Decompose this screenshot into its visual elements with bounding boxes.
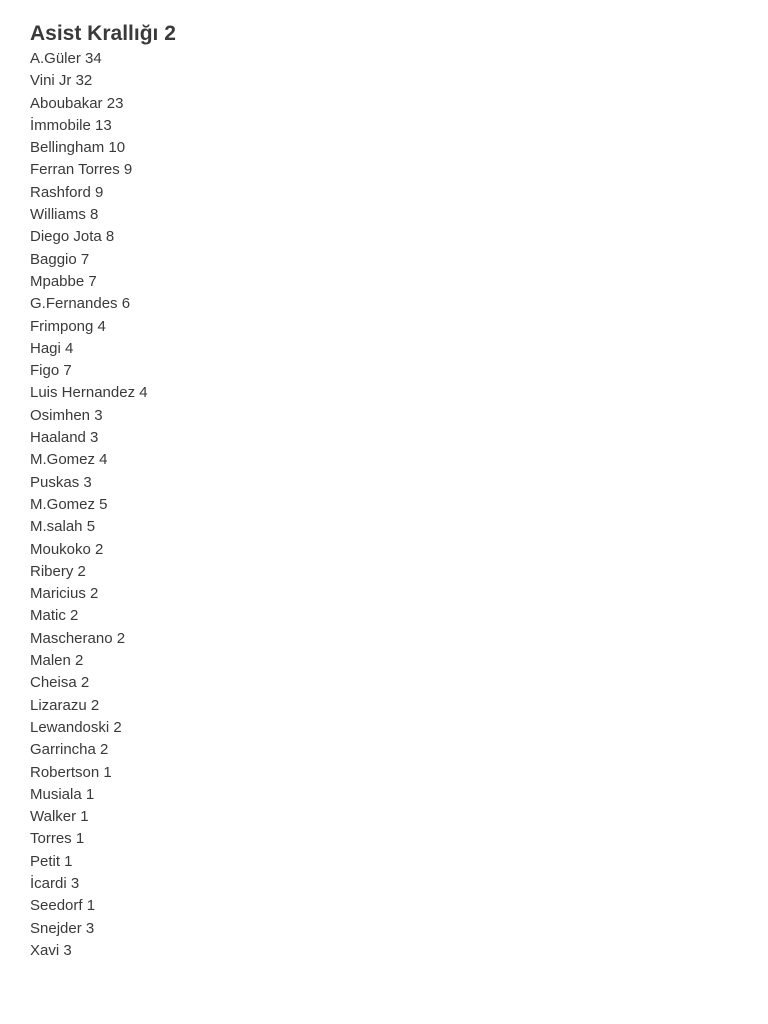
list-item[interactable]: Vini Jr 32 [30, 72, 93, 90]
list-item[interactable]: Ribery 2 [30, 562, 86, 580]
list-item[interactable]: Snejder 3 [30, 919, 95, 937]
list-item[interactable]: Puskas 3 [30, 473, 92, 491]
list-item[interactable]: G.Fernandes 6 [30, 295, 131, 313]
note-list [30, 48, 730, 962]
note-body[interactable] [30, 20, 730, 962]
note-title[interactable]: Asist Krallığı 2 [30, 22, 176, 45]
list-item[interactable]: Musiala 1 [30, 785, 95, 803]
list-item[interactable]: Malen 2 [30, 652, 84, 670]
list-item[interactable]: İmmobile 13 [30, 116, 112, 134]
list-item[interactable]: Lizarazu 2 [30, 696, 100, 714]
list-item[interactable]: Moukoko 2 [30, 540, 104, 558]
list-item[interactable]: Torres 1 [30, 830, 85, 848]
list-item[interactable]: Hagi 4 [30, 339, 74, 357]
list-item[interactable]: Mpabbe 7 [30, 272, 97, 290]
list-item[interactable]: M.salah 5 [30, 518, 96, 536]
list-item[interactable]: Williams 8 [30, 206, 99, 224]
list-item[interactable]: Figo 7 [30, 362, 72, 380]
list-item[interactable]: M.Gomez 5 [30, 495, 108, 513]
list-item[interactable]: Matic 2 [30, 607, 79, 625]
list-item[interactable]: Luis Hernandez 4 [30, 384, 148, 402]
list-item[interactable]: Seedorf 1 [30, 897, 96, 915]
list-item[interactable]: A.Güler 34 [30, 50, 102, 67]
list-item[interactable]: Frimpong 4 [30, 317, 106, 335]
list-item[interactable]: İcardi 3 [30, 874, 80, 892]
list-item[interactable]: Petit 1 [30, 852, 73, 870]
list-item[interactable]: Haaland 3 [30, 429, 99, 447]
list-item[interactable]: Garrincha 2 [30, 741, 109, 759]
list-item[interactable]: Baggio 7 [30, 250, 90, 268]
list-item[interactable]: Diego Jota 8 [30, 228, 115, 246]
list-item[interactable]: M.Gomez 4 [30, 451, 108, 469]
list-item[interactable]: Ferran Torres 9 [30, 161, 133, 179]
list-item[interactable]: Robertson 1 [30, 763, 112, 781]
list-item[interactable]: Xavi 3 [30, 941, 72, 959]
list-item[interactable]: Mascherano 2 [30, 629, 126, 647]
list-item[interactable]: Cheisa 2 [30, 674, 90, 692]
list-item[interactable]: Lewandoski 2 [30, 718, 122, 736]
list-item[interactable]: Osimhen 3 [30, 406, 103, 424]
list-item[interactable]: Aboubakar 23 [30, 94, 124, 112]
list-item[interactable]: Walker 1 [30, 808, 89, 826]
list-item[interactable]: Bellingham 10 [30, 139, 126, 157]
list-item[interactable]: Maricius 2 [30, 585, 99, 603]
list-item[interactable]: Rashford 9 [30, 183, 104, 201]
